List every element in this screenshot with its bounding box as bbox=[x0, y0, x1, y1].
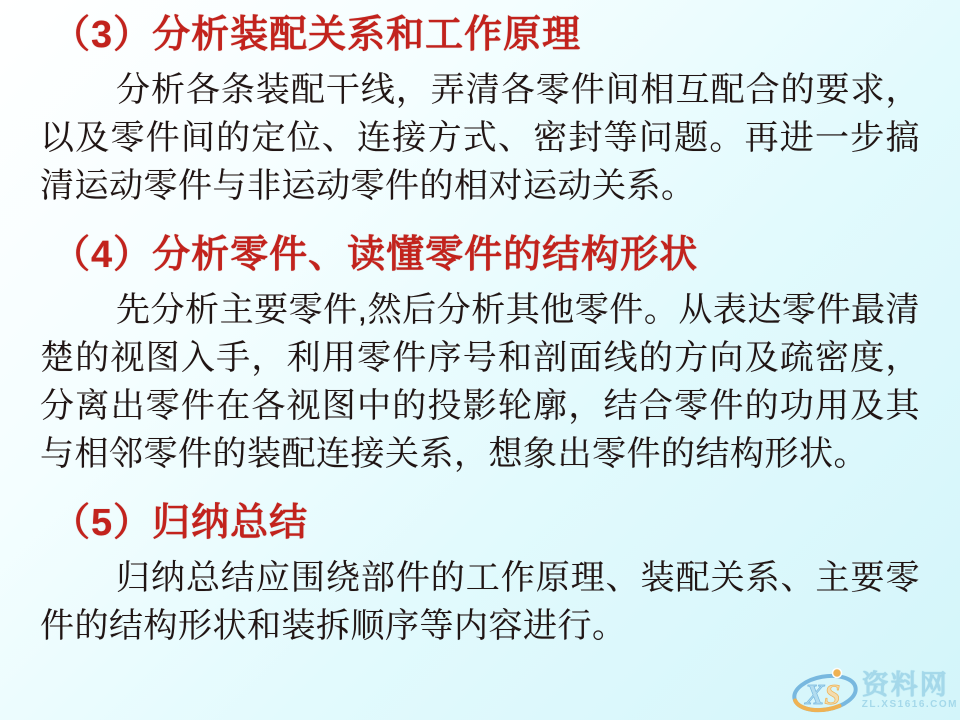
svg-text:XS bbox=[804, 679, 840, 711]
watermark-site-url: ZL.XS1616.COM bbox=[861, 699, 958, 710]
section-4-heading: （4）分析零件、读懂零件的结构形状 bbox=[52, 234, 699, 276]
watermark-text-block bbox=[862, 671, 958, 711]
section-4-body: 先分析主要零件,然后分析其他零件。从表达零件最清楚的视图入手，利用零件序号和剖面线的方向及疏密度，分离出零件在各视图中的投影轮廓，结合零件的功用及其与相邻零件的装配连接关系，想象出零件的结构形状。 bbox=[40, 291, 920, 473]
watermark-site-name: 资料网 bbox=[861, 670, 949, 700]
section-5-body: 归纳总结应围绕部件的工作原理、装配关系、主要零件的结构形状和装拆顺序等内容进行。 bbox=[40, 559, 920, 645]
section-3-body: 分析各条装配干线，弄清各零件间相互配合的要求，以及零件间的定位、连接方式、密封等问题。再进一步搞清运动零件与非运动零件的相对运动关系。 bbox=[40, 71, 920, 205]
logo-letter-s: S bbox=[824, 679, 841, 711]
section-5-heading: （5）归纳总结 bbox=[52, 502, 309, 544]
watermark bbox=[790, 666, 958, 716]
logo-dot bbox=[832, 669, 841, 678]
section-3-heading: （3）分析装配关系和工作原理 bbox=[52, 14, 582, 56]
section-5 bbox=[40, 500, 920, 650]
xs-logo-icon bbox=[790, 666, 860, 716]
section-4 bbox=[40, 232, 920, 478]
logo-letter-x: X bbox=[804, 679, 825, 711]
section-3 bbox=[40, 12, 920, 210]
